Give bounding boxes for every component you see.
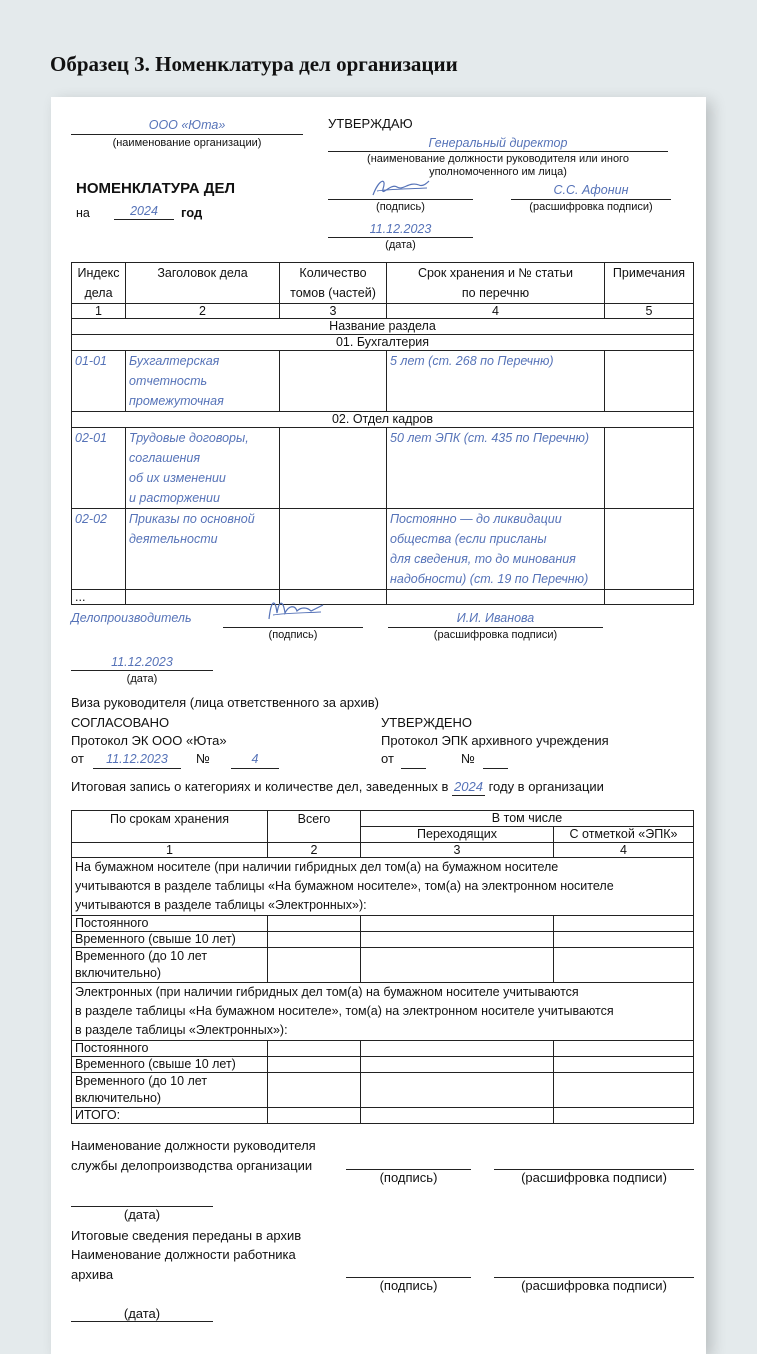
approve-date-caption: (дата) <box>385 239 416 251</box>
header-volumes: Количество томов (частей) <box>280 263 387 304</box>
approved-num-line <box>483 768 508 769</box>
agreed-protocol: Протокол ЭК ООО «Юта» <box>71 733 227 748</box>
footer1-date-caption: (дата) <box>123 1207 161 1222</box>
approved-from-label: от <box>381 751 394 766</box>
agreed-num-label: № <box>196 751 210 766</box>
header-index: Индекс дела <box>72 263 126 304</box>
summary-table <box>71 810 694 1124</box>
row-temp-under: Временного (до 10 лет включительно) <box>72 948 268 983</box>
approver-name-caption: (расшифровка подписи) <box>529 201 653 213</box>
summary-text <box>71 779 604 796</box>
case-notes <box>605 509 694 590</box>
clerk-date-caption: (дата) <box>126 673 158 685</box>
agreed-date-value: 11.12.2023 <box>106 752 168 766</box>
approved-label: УТВЕРЖДЕНО <box>381 715 473 730</box>
table-header-row <box>72 263 694 304</box>
clerk-signature-caption: (подпись) <box>268 629 318 641</box>
org-name-caption: (наименование организации) <box>112 137 262 149</box>
col-number: 5 <box>605 304 694 319</box>
header-transit: Переходящих <box>361 827 554 843</box>
case-title: Бухгалтерская отчетность промежуточная <box>126 351 280 412</box>
footer2-line1: Итоговые сведения переданы в архив <box>71 1228 302 1243</box>
case-index: 01-01 <box>72 351 126 412</box>
clerk-label: Делопроизводитель <box>71 611 192 625</box>
title-year-suffix: год <box>181 205 203 220</box>
table-row <box>72 1057 694 1073</box>
table-row <box>72 351 694 412</box>
col-number: 4 <box>554 843 694 858</box>
section-title: Название раздела <box>72 319 694 335</box>
case-title: Приказы по основной деятельности <box>126 509 280 590</box>
table-row <box>72 428 694 509</box>
approved-num-label: № <box>461 751 475 766</box>
title-year-prefix: на <box>76 206 90 220</box>
clerk-signature-icon <box>263 595 325 625</box>
header-notes: Примечания <box>605 263 694 304</box>
approver-name-value: С.С. Афонин <box>553 183 629 197</box>
col-number: 4 <box>387 304 605 319</box>
case-notes <box>605 351 694 412</box>
case-term: 5 лет (ст. 268 по Перечню) <box>387 351 605 412</box>
table-row <box>72 590 694 605</box>
agreed-num-value: 4 <box>251 752 259 766</box>
page-heading: Образец 3. Номенклатура дел организации <box>50 52 458 76</box>
header-epk: С отметкой «ЭПК» <box>554 827 694 843</box>
approver-signature-caption: (подпись) <box>376 201 425 213</box>
col-number: 1 <box>72 843 268 858</box>
header-total: Всего <box>268 811 361 843</box>
footer1-name-caption: (расшифровка подписи) <box>521 1170 667 1185</box>
electronic-note-row <box>72 983 694 1041</box>
section-row <box>72 412 694 428</box>
table-row <box>72 1041 694 1057</box>
header-title: Заголовок дела <box>126 263 280 304</box>
table-row <box>72 509 694 590</box>
col-number: 3 <box>361 843 554 858</box>
approve-label: УТВЕРЖДАЮ <box>328 116 413 131</box>
header-term: По срокам хранения <box>72 811 268 843</box>
footer2-line3: архива <box>71 1267 114 1282</box>
footer1-signature-caption: (подпись) <box>379 1170 438 1185</box>
approver-position-caption-2: уполномоченного им лица) <box>429 166 567 178</box>
row-total: ИТОГО: <box>72 1108 268 1124</box>
clerk-name-caption: (расшифровка подписи) <box>433 629 558 641</box>
table-row <box>72 1108 694 1124</box>
title-year-line <box>114 219 174 220</box>
ellipsis: ... <box>72 590 126 605</box>
title-year-value: 2024 <box>130 204 158 218</box>
agreed-from-label: от <box>71 751 84 766</box>
case-volumes <box>280 509 387 590</box>
case-index: 02-02 <box>72 509 126 590</box>
agreed-date-line <box>93 768 181 769</box>
visa-text: Виза руководителя (лица ответственного за архив) <box>71 695 379 710</box>
approver-position-caption-1: (наименование должности руководителя или иного <box>367 153 629 165</box>
paper-note: На бумажном носителе (при наличии гибридных дел том(а) на бумажном носителе учитываются в разделе таблицы «На бумажном носителе», том(а) на электронном носителе учитываются в разделе таблицы «Электронных»): <box>72 858 694 916</box>
document-sheet <box>51 97 706 1354</box>
row-temp-under: Временного (до 10 лет включительно) <box>72 1073 268 1108</box>
row-temp-over: Временного (свыше 10 лет) <box>72 1057 268 1073</box>
case-term: 50 лет ЭПК (ст. 435 по Перечню) <box>387 428 605 509</box>
case-volumes <box>280 428 387 509</box>
paper-note-row <box>72 858 694 916</box>
section-title-row <box>72 319 694 335</box>
section-hr: 02. Отдел кадров <box>72 412 694 428</box>
table-row <box>72 916 694 932</box>
agreed-label: СОГЛАСОВАНО <box>71 715 170 730</box>
table-row <box>72 1073 694 1108</box>
case-index: 02-01 <box>72 428 126 509</box>
col-number: 2 <box>126 304 280 319</box>
approver-position-value: Генеральный директор <box>428 136 568 150</box>
nomenclature-table <box>71 262 694 605</box>
header-including: В том числе <box>361 811 694 827</box>
section-accounting: 01. Бухгалтерия <box>72 335 694 351</box>
approved-protocol: Протокол ЭПК архивного учреждения <box>381 733 609 748</box>
case-volumes <box>280 351 387 412</box>
document-title: НОМЕНКЛАТУРА ДЕЛ <box>76 180 235 197</box>
summary-header-row <box>72 811 694 827</box>
case-notes <box>605 428 694 509</box>
table-row <box>72 948 694 983</box>
header-term: Срок хранения и № статьи по перечню <box>387 263 605 304</box>
table-row <box>72 932 694 948</box>
col-number: 2 <box>268 843 361 858</box>
summary-after: году в организации <box>488 779 604 794</box>
row-permanent: Постоянного <box>72 1041 268 1057</box>
footer2-signature-caption: (подпись) <box>379 1278 438 1293</box>
summary-before: Итоговая запись о категориях и количестве дел, заведенных в <box>71 779 449 794</box>
clerk-name-value: И.И. Иванова <box>456 611 535 625</box>
summary-numbers-row <box>72 843 694 858</box>
org-name-value: ООО «Юта» <box>148 118 226 132</box>
approver-signature-icon <box>369 175 431 201</box>
agreed-num-line <box>231 768 279 769</box>
case-term: Постоянно — до ликвидации общества (если присланы для сведения, то до минования надобности) (ст. 19 по Перечню) <box>387 509 605 590</box>
footer2-name-caption: (расшифровка подписи) <box>521 1278 667 1293</box>
row-temp-over: Временного (свыше 10 лет) <box>72 932 268 948</box>
approved-date-line <box>401 768 426 769</box>
col-number: 1 <box>72 304 126 319</box>
footer2-date-caption: (дата) <box>123 1306 161 1321</box>
case-title: Трудовые договоры, соглашения об их изменении и расторжении <box>126 428 280 509</box>
summary-year: 2024 <box>454 779 483 794</box>
column-numbers-row <box>72 304 694 319</box>
electronic-note: Электронных (при наличии гибридных дел том(а) на бумажном носителе учитываются в разделе таблицы «На бумажном носителе», том(а) на электронном носителе учитываются в разделе таблицы «Электронных»): <box>72 983 694 1041</box>
footer1-line2: службы делопроизводства организации <box>71 1158 313 1173</box>
section-row <box>72 335 694 351</box>
footer1-line1: Наименование должности руководителя <box>71 1138 316 1153</box>
col-number: 3 <box>280 304 387 319</box>
footer2-line2: Наименование должности работника <box>71 1247 296 1262</box>
row-permanent: Постоянного <box>72 916 268 932</box>
approve-date-value: 11.12.2023 <box>369 222 432 236</box>
clerk-date-value: 11.12.2023 <box>111 655 173 669</box>
